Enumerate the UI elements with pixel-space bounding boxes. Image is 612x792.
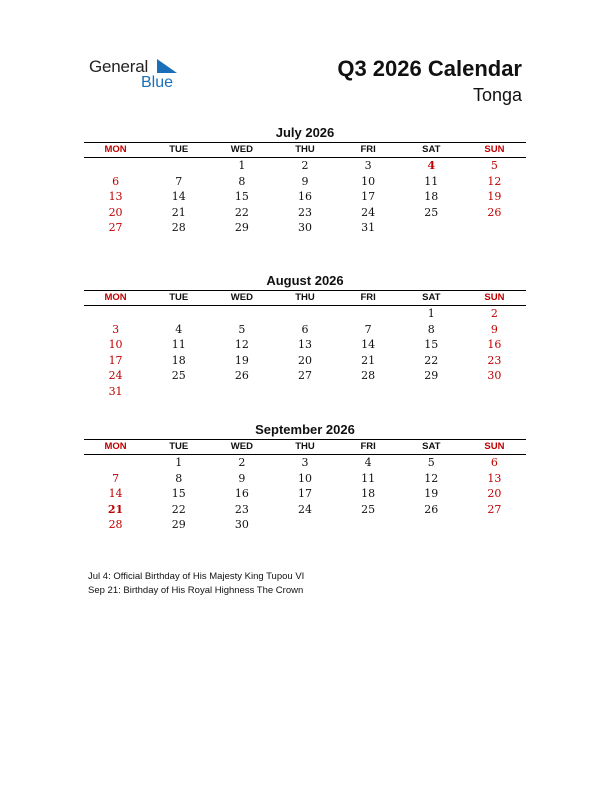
day-cell: 3 [301, 456, 309, 469]
empty-day-cell [84, 158, 147, 174]
day-cell: 5 [427, 456, 435, 469]
day-cell: 26 [424, 502, 439, 516]
day-cell: 2 [238, 456, 246, 469]
weekday-label: FRI [360, 441, 376, 452]
empty-day-cell [210, 384, 273, 400]
weekday-label: SAT [422, 441, 441, 452]
day-grid [84, 158, 526, 236]
day-cell: 30 [297, 221, 312, 234]
empty-day-cell [400, 220, 463, 236]
day-cell: 1 [175, 456, 183, 469]
empty-day-cell [463, 220, 526, 236]
day-cell: 5 [238, 322, 246, 336]
day-cell: 11 [361, 471, 376, 485]
day-cell: 21 [361, 353, 376, 367]
day-cell: 25 [361, 502, 376, 516]
day-cell: 22 [171, 502, 186, 516]
weekday-header [84, 290, 526, 306]
day-cell: 4 [427, 159, 436, 172]
day-cell: 17 [361, 190, 376, 203]
day-cell: 17 [108, 353, 123, 367]
day-grid [84, 306, 526, 399]
weekday-header [84, 142, 526, 158]
day-cell: 8 [175, 471, 183, 485]
empty-day-cell [337, 306, 400, 322]
day-cell: 16 [234, 487, 249, 500]
weekday-header [84, 439, 526, 455]
day-cell: 18 [361, 487, 376, 500]
day-cell: 7 [112, 471, 120, 485]
month-title: August 2026 [266, 273, 344, 288]
day-cell: 21 [171, 205, 186, 219]
day-cell: 23 [487, 353, 502, 367]
day-cell: 15 [424, 338, 439, 351]
day-cell: 3 [112, 322, 120, 336]
day-cell: 6 [112, 174, 120, 188]
day-cell: 29 [171, 518, 186, 531]
weekday-label: FRI [360, 144, 376, 155]
day-cell: 12 [424, 471, 439, 485]
day-cell: 2 [301, 159, 309, 172]
empty-day-cell [210, 306, 273, 322]
day-cell: 11 [171, 338, 186, 351]
weekday-label: MON [104, 292, 127, 303]
empty-day-cell [84, 455, 147, 471]
weekday-label: THU [295, 292, 315, 303]
day-cell: 24 [297, 502, 312, 516]
weekday-label: SAT [422, 292, 441, 303]
day-cell: 7 [364, 322, 372, 336]
empty-day-cell [400, 517, 463, 533]
day-cell: 19 [487, 190, 502, 203]
day-grid [84, 455, 526, 533]
day-cell: 17 [297, 487, 312, 500]
day-cell: 13 [487, 471, 502, 485]
day-cell: 27 [297, 369, 312, 382]
day-cell: 28 [108, 518, 123, 531]
empty-day-cell [84, 306, 147, 322]
day-cell: 31 [108, 384, 123, 398]
day-cell: 29 [424, 369, 439, 382]
page-title: Q3 2026 Calendar [337, 56, 522, 81]
day-cell: 4 [175, 322, 183, 336]
day-cell: 24 [361, 205, 376, 219]
day-cell: 2 [490, 307, 498, 320]
month-title: July 2026 [275, 125, 335, 140]
weekday-label: TUE [169, 144, 189, 155]
empty-day-cell [273, 517, 336, 533]
day-cell: 14 [171, 190, 186, 203]
empty-day-cell [273, 306, 336, 322]
month-title: September 2026 [255, 422, 355, 437]
weekday-label: TUE [169, 441, 189, 452]
day-cell: 1 [238, 159, 246, 172]
day-cell: 25 [424, 205, 439, 219]
day-cell: 14 [108, 487, 123, 500]
holiday-notes [88, 570, 388, 604]
day-cell: 28 [171, 221, 186, 234]
day-cell: 30 [487, 369, 502, 382]
day-cell: 18 [171, 353, 186, 367]
day-cell: 25 [171, 369, 186, 382]
day-cell: 23 [234, 502, 249, 516]
day-cell: 22 [424, 353, 439, 367]
day-cell: 12 [487, 174, 502, 188]
day-cell: 12 [234, 338, 249, 351]
holiday-note-cutoff [88, 598, 388, 604]
weekday-label: SUN [484, 292, 505, 303]
month-july [84, 124, 526, 236]
empty-day-cell [337, 517, 400, 533]
day-cell: 26 [487, 205, 502, 219]
empty-day-cell [400, 384, 463, 400]
day-cell: 19 [424, 487, 439, 500]
empty-day-cell [147, 306, 210, 322]
day-cell: 16 [487, 338, 502, 351]
weekday-label: WED [230, 292, 253, 303]
weekday-label: FRI [360, 292, 376, 303]
day-cell: 31 [361, 221, 376, 234]
day-cell: 8 [238, 174, 246, 188]
day-cell: 19 [234, 353, 249, 367]
logo-blue-text: Blue [141, 74, 174, 91]
day-cell: 16 [297, 190, 312, 203]
month-august [84, 272, 526, 399]
day-cell: 8 [427, 322, 435, 336]
generalblue-logo [89, 57, 199, 97]
day-cell: 30 [234, 518, 249, 531]
day-cell: 13 [108, 190, 123, 203]
logo-triangle-icon [157, 59, 179, 75]
day-cell: 6 [301, 322, 309, 336]
holiday-note: Sep 21: Birthday of His Royal Highness The Crown [88, 585, 304, 596]
empty-day-cell [147, 158, 210, 174]
day-cell: 3 [364, 159, 372, 172]
empty-day-cell [463, 517, 526, 533]
weekday-label: SUN [484, 441, 505, 452]
day-cell: 20 [487, 487, 502, 500]
weekday-label: THU [295, 144, 315, 155]
holiday-note: Jul 4: Official Birthday of His Majesty King Tupou VI [88, 571, 305, 582]
day-cell: 21 [107, 502, 124, 516]
day-cell: 28 [361, 369, 376, 382]
day-cell: 23 [297, 205, 312, 219]
day-cell: 20 [108, 205, 123, 219]
empty-day-cell [273, 384, 336, 400]
day-cell: 10 [108, 338, 123, 351]
day-cell: 22 [234, 205, 249, 219]
day-cell: 15 [171, 487, 186, 500]
day-cell: 27 [487, 502, 502, 516]
weekday-label: THU [295, 441, 315, 452]
day-cell: 29 [234, 221, 249, 234]
weekday-label: MON [104, 144, 127, 155]
weekday-label: SUN [484, 144, 505, 155]
day-cell: 9 [238, 471, 246, 485]
empty-day-cell [337, 384, 400, 400]
day-cell: 18 [424, 190, 439, 203]
day-cell: 9 [490, 322, 498, 336]
logo-general-text: General [89, 57, 149, 76]
weekday-label: WED [230, 144, 253, 155]
day-cell: 26 [234, 369, 249, 382]
weekday-label: SAT [422, 144, 441, 155]
day-cell: 14 [361, 338, 376, 351]
day-cell: 1 [427, 307, 435, 320]
empty-day-cell [463, 384, 526, 400]
day-cell: 13 [297, 338, 312, 351]
day-cell: 27 [108, 221, 123, 234]
day-cell: 10 [297, 471, 312, 485]
day-cell: 15 [234, 190, 249, 203]
weekday-label: MON [104, 441, 127, 452]
day-cell: 5 [490, 159, 498, 172]
weekday-label: WED [230, 441, 253, 452]
country-name: Tonga [472, 85, 522, 105]
day-cell: 20 [297, 353, 312, 367]
day-cell: 11 [424, 174, 439, 188]
day-cell: 24 [108, 369, 123, 382]
empty-day-cell [147, 384, 210, 400]
day-cell: 7 [175, 174, 183, 188]
day-cell: 9 [301, 174, 309, 188]
day-cell: 6 [490, 456, 498, 469]
month-september [84, 421, 526, 533]
weekday-label: TUE [169, 292, 189, 303]
day-cell: 4 [364, 456, 372, 469]
day-cell: 10 [361, 174, 376, 188]
